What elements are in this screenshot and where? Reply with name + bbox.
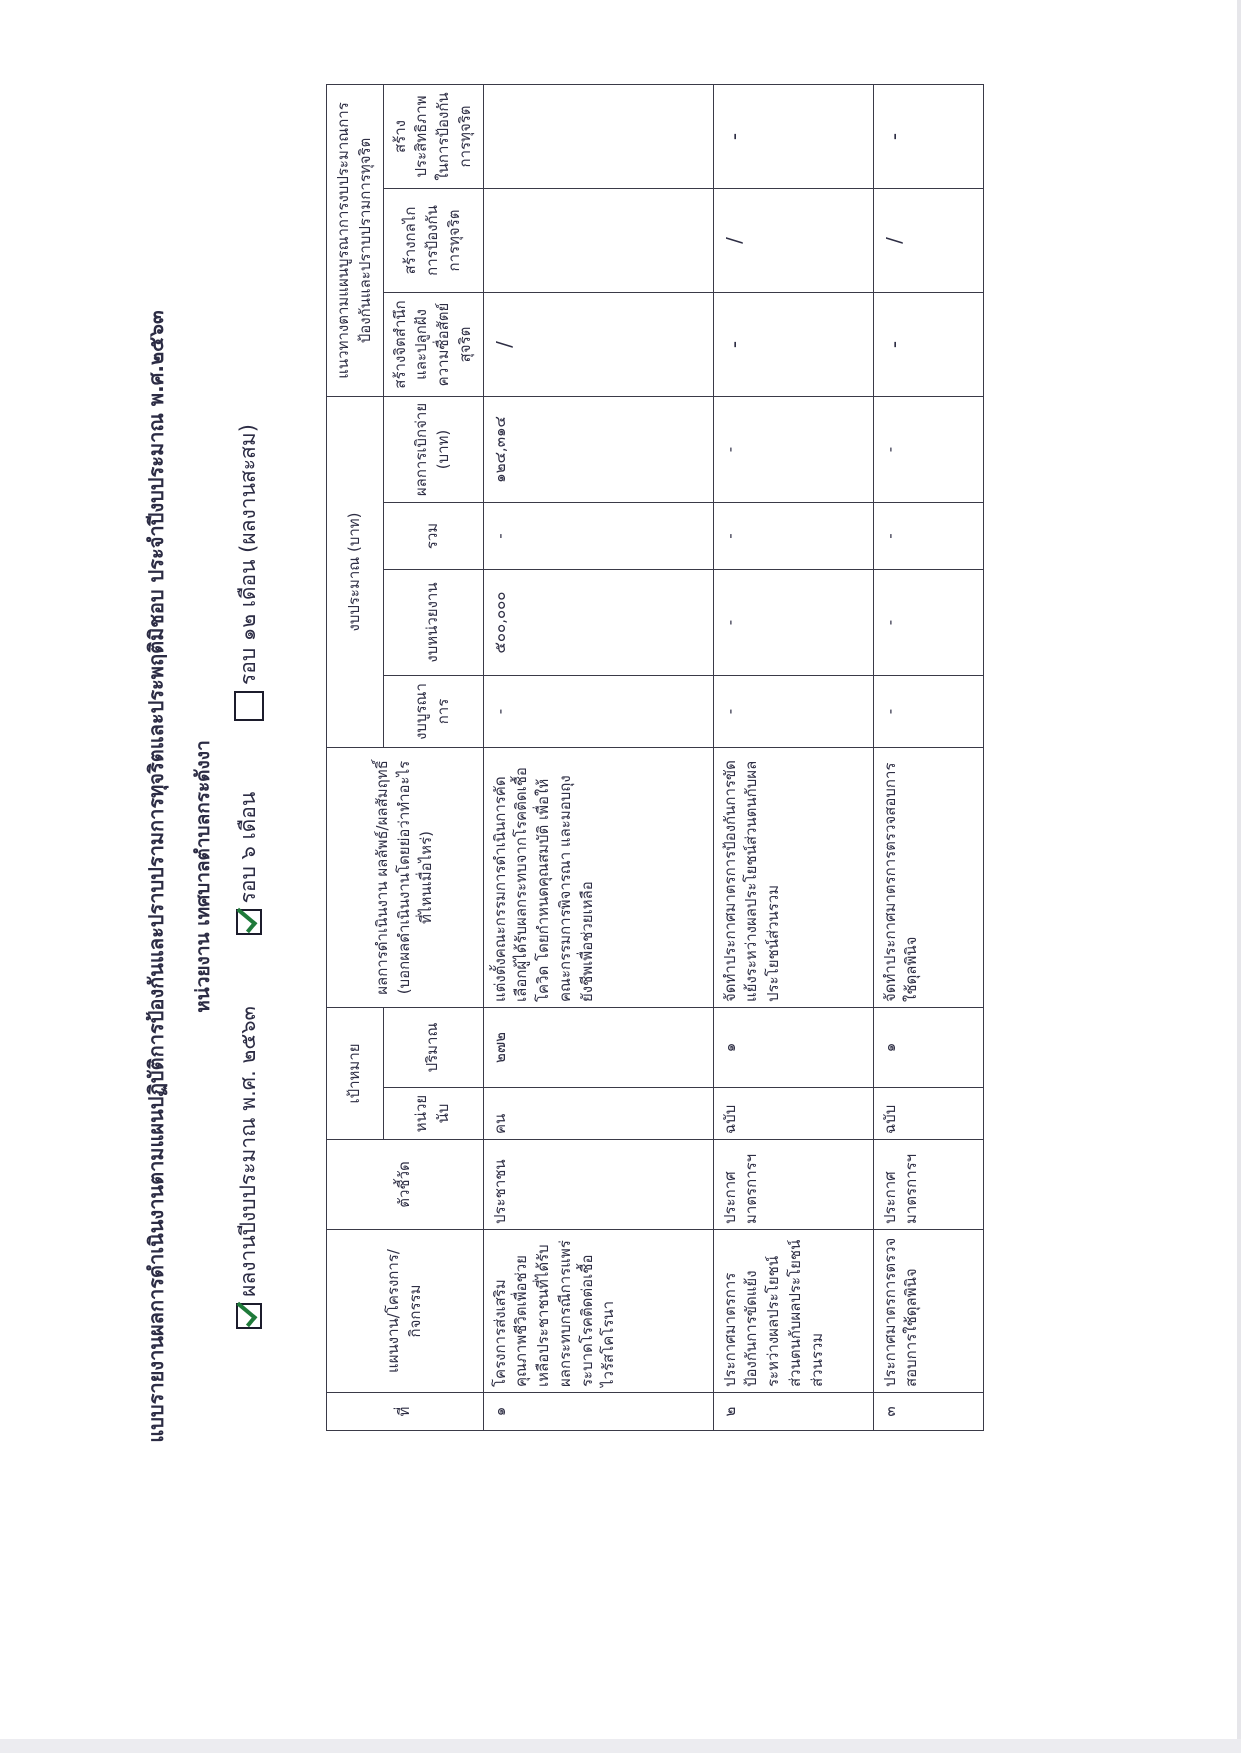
row-budget-spent: - bbox=[873, 396, 983, 502]
header-row bbox=[327, 84, 384, 1430]
col-budget: งบประมาณ (บาท) bbox=[327, 396, 384, 747]
table-row bbox=[873, 84, 983, 1430]
table-row bbox=[713, 84, 873, 1430]
fiscal-year-label: ผลงานปีงบประมาณ พ.ศ. ๒๕๖๓ bbox=[236, 1006, 260, 1297]
row-guide-awareness: - bbox=[713, 292, 873, 396]
row-budget-total: - bbox=[713, 503, 873, 570]
row-guide-mechanism: / bbox=[713, 188, 873, 292]
report-period-options bbox=[232, 0, 265, 1753]
six-month-option[interactable] bbox=[232, 792, 265, 936]
row-budget-integrated: - bbox=[713, 676, 873, 748]
col-budget-spent: ผลการเบิกจ่าย (บาท) bbox=[383, 396, 483, 502]
row-budget-agency: ๕๐๐,๐๐๐ bbox=[483, 570, 713, 676]
row-guide-awareness: - bbox=[873, 292, 983, 396]
col-guide-efficiency: สร้างประสิทธิภาพในการป้องกันการทุจริต bbox=[383, 84, 483, 188]
col-guideline: แนวทางตามแผนบูรณาการงบประมาณการป้องกันและปราบปรามการทุจริต bbox=[327, 84, 384, 396]
row-result: จัดทำประกาศมาตรการป้องกันการขัดแย้งระหว่างผลประโยชน์ส่วนตนกับผลประโยชน์ส่วนรวม bbox=[713, 748, 873, 1008]
row-quantity: ๒๗๒ bbox=[483, 1008, 713, 1088]
col-plan: แผนงาน/โครงการ/กิจกรรม bbox=[327, 1230, 484, 1393]
row-indicator: ประกาศมาตรการฯ bbox=[873, 1140, 983, 1230]
agency-name: หน่วยงาน เทศบาลตำบลกระดังงา bbox=[192, 740, 214, 1013]
row-no: ๓ bbox=[873, 1393, 983, 1431]
row-unit: ฉบับ bbox=[713, 1088, 873, 1140]
six-month-label: รอบ ๖ เดือน bbox=[236, 791, 260, 904]
row-plan: ประกาศมาตรการป้องกันการขัดแย้งระหว่างผลประโยชน์ส่วนตนกับผลประโยชน์ส่วนรวม bbox=[713, 1230, 873, 1393]
row-budget-total: - bbox=[873, 503, 983, 570]
row-quantity: ๑ bbox=[873, 1008, 983, 1088]
row-indicator: ประชาชน bbox=[483, 1140, 713, 1230]
row-result: แต่งตั้งคณะกรรมการดำเนินการคัดเลือกผู้ได้รับผลกระทบจากโรคติดเชื้อโควิด โดยกำหนดคุณสมบัติ เพื่อให้คณะกรรมการพิจารณา และมอบถุงยังชีพเพื่อช่วยเหลือ bbox=[483, 748, 713, 1008]
report-table bbox=[326, 84, 984, 1431]
row-budget-spent: - bbox=[713, 396, 873, 502]
col-quantity: ปริมาณ bbox=[383, 1008, 483, 1088]
col-target: เป้าหมาย bbox=[327, 1008, 384, 1140]
row-budget-integrated: - bbox=[483, 676, 713, 748]
row-guide-mechanism bbox=[483, 188, 713, 292]
col-budget-total: รวม bbox=[383, 503, 483, 570]
row-indicator: ประกาศมาตรการฯ bbox=[713, 1140, 873, 1230]
twelve-month-option[interactable] bbox=[232, 424, 265, 721]
row-budget-agency: - bbox=[873, 570, 983, 676]
col-no: ที่ bbox=[327, 1393, 484, 1431]
row-no: ๑ bbox=[483, 1393, 713, 1431]
row-guide-efficiency: - bbox=[713, 84, 873, 188]
col-indicator: ตัวชี้วัด bbox=[327, 1140, 484, 1230]
row-plan: ประกาศมาตรการตรวจสอบการใช้ดุลพินิจ bbox=[873, 1230, 983, 1393]
row-plan: โครงการส่งเสริมคุณภาพชีวิตเพื่อช่วยเหลือประชาชนที่ได้รับผลกระทบกรณีการแพร่ระบาดโรคติดต่อเชื้อไวรัสโคโรนา bbox=[483, 1230, 713, 1393]
checkbox-checked-icon[interactable] bbox=[236, 1303, 262, 1329]
col-result: ผลการดำเนินงาน ผลลัพธ์/ผลสัมฤทธิ์ (บอกผลดำเนินงานโดยย่อว่าทำอะไร ที่ไหนเมื่อไหร่) bbox=[327, 748, 484, 1008]
checkbox-checked-icon[interactable] bbox=[236, 909, 262, 935]
row-unit: คน bbox=[483, 1088, 713, 1140]
fiscal-year-option[interactable] bbox=[232, 1006, 265, 1329]
report-title: แบบรายงานผลการดำเนินงานตามแผนปฏิบัติการป้องกันและปราบปรามการทุจริตและประพฤติมิชอบ ประจำปีงบประมาณ พ.ศ.๒๕๖๓ bbox=[144, 310, 168, 1443]
row-result: จัดทำประกาศมาตรการตรวจสอบการใช้ดุลพินิจ bbox=[873, 748, 983, 1008]
row-unit: ฉบับ bbox=[873, 1088, 983, 1140]
row-guide-efficiency bbox=[483, 84, 713, 188]
col-budget-agency: งบหน่วยงาน bbox=[383, 570, 483, 676]
checkbox-empty-icon[interactable] bbox=[234, 691, 264, 721]
row-quantity: ๑ bbox=[713, 1008, 873, 1088]
twelve-month-label: รอบ ๑๒ เดือน (ผลงานสะสม) bbox=[236, 424, 260, 686]
col-budget-integrated: งบบูรณาการ bbox=[383, 676, 483, 748]
row-budget-total: - bbox=[483, 503, 713, 570]
col-guide-awareness: สร้างจิตสำนึกและปลูกฝังความซื่อสัตย์สุจริต bbox=[383, 292, 483, 396]
row-budget-agency: - bbox=[713, 570, 873, 676]
col-unit: หน่วยนับ bbox=[383, 1088, 483, 1140]
table-row bbox=[483, 84, 713, 1430]
row-no: ๒ bbox=[713, 1393, 873, 1431]
row-guide-awareness: / bbox=[483, 292, 713, 396]
row-guide-mechanism: / bbox=[873, 188, 983, 292]
row-budget-integrated: - bbox=[873, 676, 983, 748]
row-budget-spent: ๑๒๔,๓๑๔ bbox=[483, 396, 713, 502]
col-guide-mechanism: สร้างกลไกการป้องกันการทุจริต bbox=[383, 188, 483, 292]
row-guide-efficiency: - bbox=[873, 84, 983, 188]
